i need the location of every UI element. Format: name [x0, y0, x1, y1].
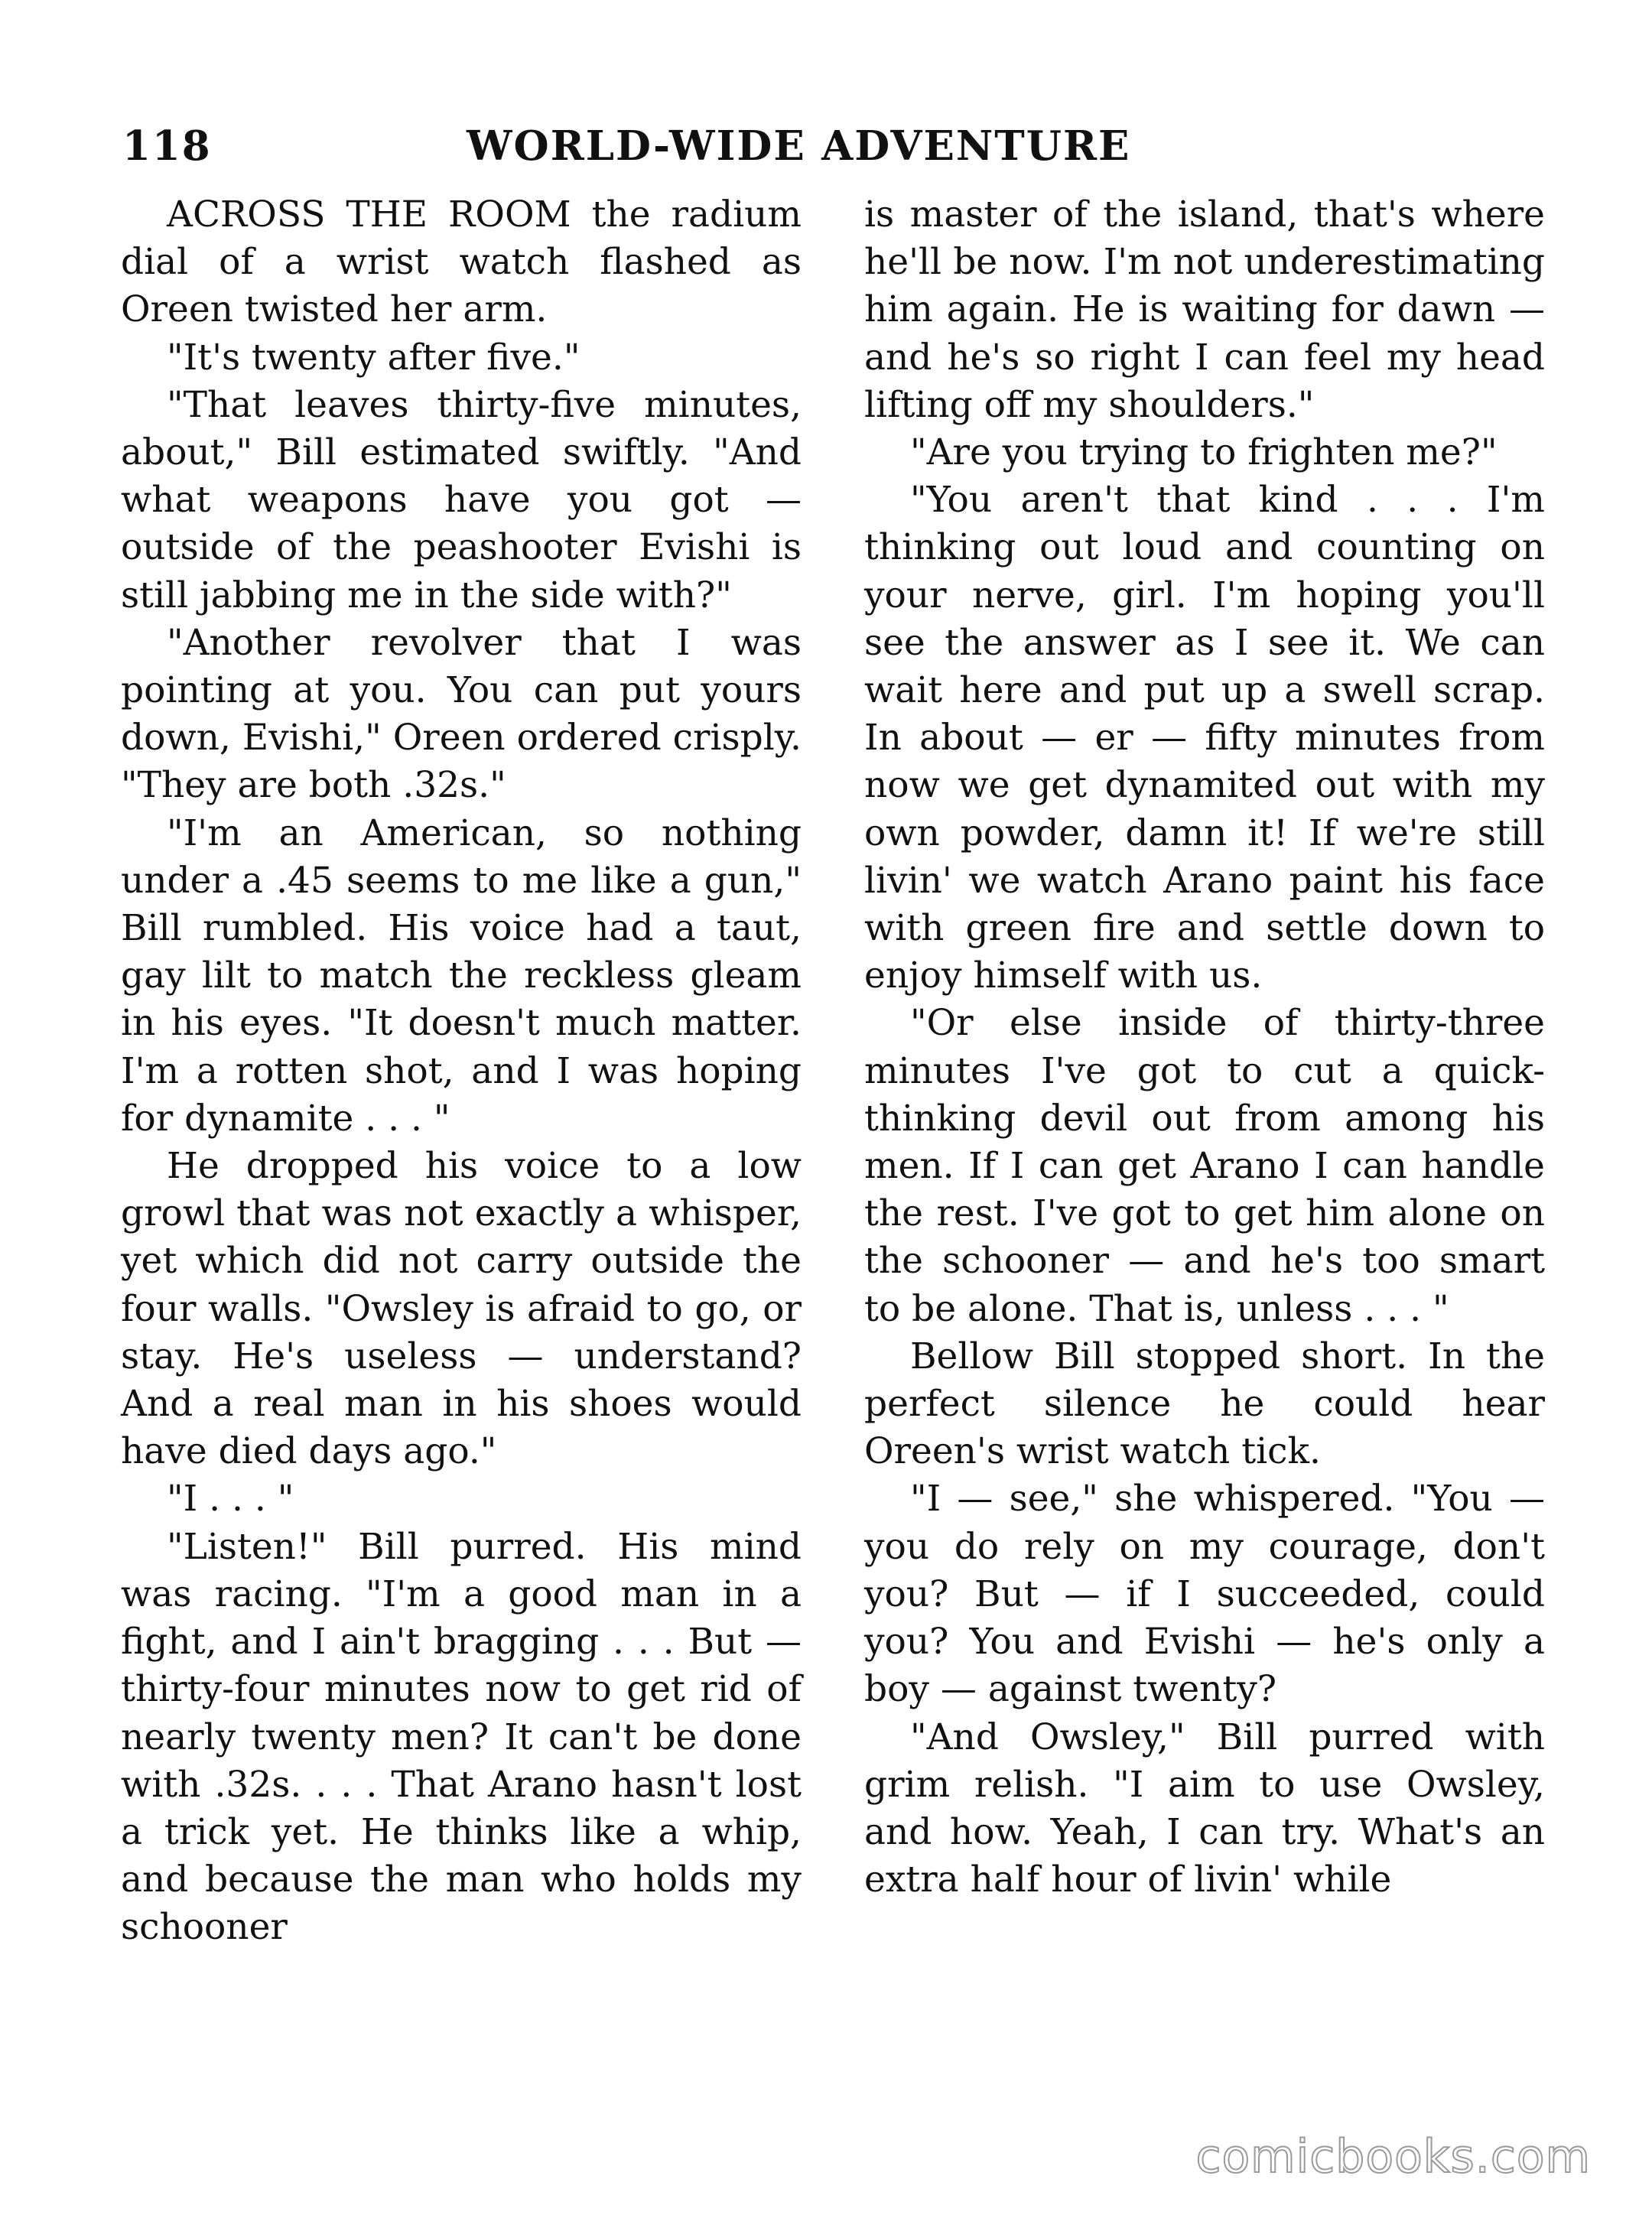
page-number: 118 [122, 122, 212, 170]
paragraph: "Listen!" Bill purred. His mind was racing. "I'm a good man in a fight, and I ain't bragging . . . But — thirty-four minutes now to get rid of nearly twenty men? It can't be done with .32s. . . . That Arano hasn't lost a trick yet. He thinks like a whip, and because the man who holds my schooner [121, 1525, 802, 1949]
paragraph-continued: is master of the island, that's where he'll be now. I'm not underestimating him again. He is waiting for dawn — and he's so right I can feel my head lifting off my shoulders." [864, 194, 1545, 426]
paragraph: "You aren't that kind . . . I'm thinking out loud and counting on your nerve, girl. I'm hoping you'll see the answer as I see it. We can wait here and put up a swell scrap. In about — er — fifty minutes from now we get dynamited out with my own powder, damn it! If we're still livin' we watch Arano paint his face with green fire and settle down to enjoy himself with us. [864, 479, 1545, 997]
paragraph: "Or else inside of thirty-three minutes I've got to cut a quick-thinking devil out from among his men. If I can get Arano I can handle the rest. I've got to get him alone on the schooner — and he's too smart to be alone. That is, unless . . . " [864, 1002, 1545, 1330]
paragraph: "I'm an American, so nothing under a .45 seems to me like a gun," Bill rumbled. His voice had a taut, gay lilt to match the reckless gleam in his eyes. "It doesn't much matter. I'm a rotten shot, and I was hoping for dynamite . . . " [121, 811, 802, 1140]
running-title: WORLD-WIDE ADVENTURE [467, 122, 1131, 170]
watermark: comicbooks.com [1195, 2130, 1591, 2184]
paragraph: "Another revolver that I was pointing at you. You can put yours down, Evishi," Oreen ordered crisply. "They are both .32s." [121, 621, 802, 807]
paragraph: "And Owsley," Bill purred with grim relish. "I aim to use Owsley, and how. Yeah, I can try. What's an extra half hour of livin' while [864, 1716, 1545, 1901]
right-column [864, 191, 1545, 1904]
paragraph: "I . . . " [167, 1478, 294, 1520]
left-column [121, 191, 802, 1952]
paragraph: "Are you trying to frighten me?" [910, 431, 1498, 474]
paragraph: "I — see," she whispered. "You — you do rely on my courage, don't you? But — if I succeeded, could you? You and Evishi — he's only a boy — against twenty? [864, 1478, 1545, 1711]
paragraph: He dropped his voice to a low growl that was not exactly a whisper, yet which did not carry outside the four walls. "Owsley is afraid to go, or stay. He's useless — understand? And a real man in his shoes would have died days ago." [121, 1145, 802, 1473]
paragraph: ACROSS THE ROOM the radium dial of a wrist watch flashed as Oreen twisted her arm. [121, 194, 802, 331]
paragraph: Bellow Bill stopped short. In the perfect silence he could hear Oreen's wrist watch tick. [864, 1335, 1545, 1473]
paragraph: "It's twenty after five." [167, 336, 580, 379]
page-header [122, 122, 1545, 184]
paragraph: "That leaves thirty-five minutes, about," Bill estimated swiftly. "And what weapons have you got — outside of the peashooter Evishi is still jabbing me in the side with?" [121, 383, 802, 616]
